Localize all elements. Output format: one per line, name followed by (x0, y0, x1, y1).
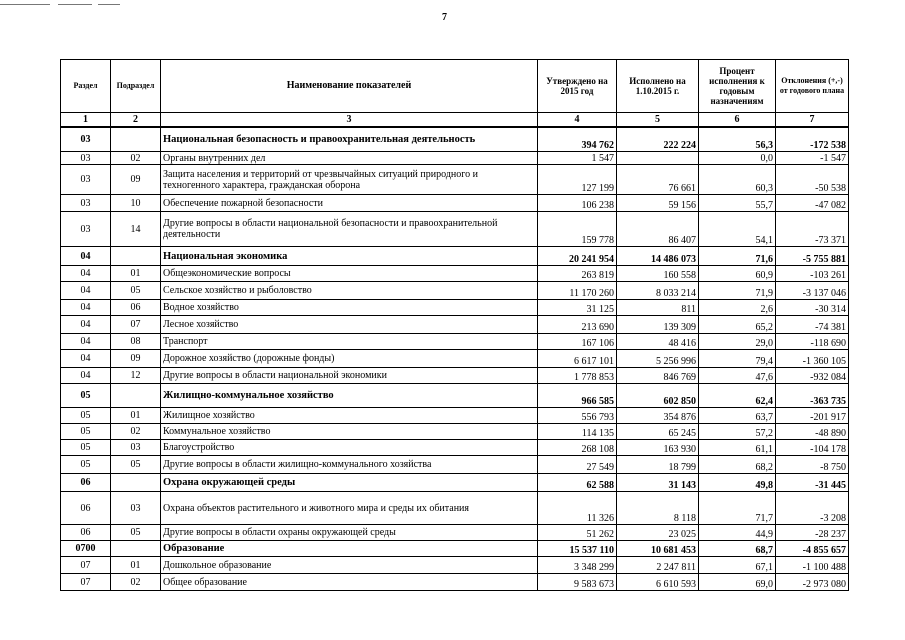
name-cell: Образование (161, 541, 538, 557)
table-row (61, 492, 849, 525)
deviation-cell: -103 261 (776, 266, 849, 282)
table-row (61, 456, 849, 474)
table-body (61, 127, 849, 591)
razdel-cell: 03 (61, 195, 111, 212)
name-cell: Благоустройство (161, 440, 538, 456)
razdel-cell: 06 (61, 492, 111, 525)
percent-cell: 2,6 (699, 300, 776, 316)
deviation-cell: -4 855 657 (776, 541, 849, 557)
column-number: 3 (161, 113, 538, 128)
approved-cell: 20 241 954 (538, 247, 617, 266)
deviation-cell: -104 178 (776, 440, 849, 456)
podrazdel-cell: 05 (111, 456, 161, 474)
razdel-cell: 05 (61, 440, 111, 456)
deviation-cell: -932 084 (776, 368, 849, 384)
razdel-cell: 05 (61, 384, 111, 408)
executed-cell: 10 681 453 (617, 541, 699, 557)
razdel-cell: 07 (61, 574, 111, 591)
podrazdel-cell (111, 127, 161, 152)
approved-cell: 6 617 101 (538, 350, 617, 368)
podrazdel-cell: 02 (111, 574, 161, 591)
table-row (61, 212, 849, 247)
name-cell: Водное хозяйство (161, 300, 538, 316)
deviation-cell: -47 082 (776, 195, 849, 212)
deviation-cell: -31 445 (776, 474, 849, 492)
approved-cell: 27 549 (538, 456, 617, 474)
header-podrazdel: Подраздел (111, 60, 161, 113)
approved-cell: 966 585 (538, 384, 617, 408)
podrazdel-cell: 01 (111, 266, 161, 282)
table-row (61, 266, 849, 282)
deviation-cell: -73 371 (776, 212, 849, 247)
podrazdel-cell: 05 (111, 525, 161, 541)
executed-cell: 23 025 (617, 525, 699, 541)
executed-cell: 59 156 (617, 195, 699, 212)
column-number-row (61, 113, 849, 128)
deviation-cell: -8 750 (776, 456, 849, 474)
percent-cell: 60,3 (699, 165, 776, 195)
deviation-cell: -50 538 (776, 165, 849, 195)
deviation-cell: -1 547 (776, 152, 849, 165)
name-cell: Жилищно-коммунальное хозяйство (161, 384, 538, 408)
razdel-cell: 05 (61, 424, 111, 440)
table-row (61, 350, 849, 368)
executed-cell: 8 118 (617, 492, 699, 525)
approved-cell: 167 106 (538, 334, 617, 350)
name-cell: Другие вопросы в области национальной экономики (161, 368, 538, 384)
executed-cell: 31 143 (617, 474, 699, 492)
approved-cell: 1 547 (538, 152, 617, 165)
podrazdel-cell (111, 247, 161, 266)
table-row (61, 316, 849, 334)
razdel-cell: 07 (61, 557, 111, 574)
name-cell: Национальная экономика (161, 247, 538, 266)
approved-cell: 31 125 (538, 300, 617, 316)
column-number: 1 (61, 113, 111, 128)
approved-cell: 1 778 853 (538, 368, 617, 384)
deviation-cell: -172 538 (776, 127, 849, 152)
approved-cell: 268 108 (538, 440, 617, 456)
table-row (61, 525, 849, 541)
table-row (61, 334, 849, 350)
header-percent: Процент исполнения к годовым назначениям (699, 60, 776, 113)
name-cell: Дошкольное образование (161, 557, 538, 574)
executed-cell: 139 309 (617, 316, 699, 334)
podrazdel-cell: 03 (111, 440, 161, 456)
percent-cell: 68,2 (699, 456, 776, 474)
deviation-cell: -48 890 (776, 424, 849, 440)
percent-cell: 55,7 (699, 195, 776, 212)
percent-cell: 68,7 (699, 541, 776, 557)
name-cell: Другие вопросы в области национальной безопасности и правоохранительной деятельности (161, 212, 538, 247)
approved-cell: 556 793 (538, 408, 617, 424)
executed-cell: 5 256 996 (617, 350, 699, 368)
table-row (61, 300, 849, 316)
deviation-cell: -2 973 080 (776, 574, 849, 591)
executed-cell: 2 247 811 (617, 557, 699, 574)
deviation-cell: -118 690 (776, 334, 849, 350)
executed-cell: 163 930 (617, 440, 699, 456)
table-row (61, 424, 849, 440)
deviation-cell: -5 755 881 (776, 247, 849, 266)
approved-cell: 62 588 (538, 474, 617, 492)
razdel-cell: 04 (61, 316, 111, 334)
page-number: 7 (442, 12, 447, 23)
podrazdel-cell: 01 (111, 557, 161, 574)
percent-cell: 0,0 (699, 152, 776, 165)
razdel-cell: 06 (61, 525, 111, 541)
name-cell: Охрана окружающей среды (161, 474, 538, 492)
name-cell: Сельское хозяйство и рыболовство (161, 282, 538, 300)
deviation-cell: -74 381 (776, 316, 849, 334)
deviation-cell: -3 137 046 (776, 282, 849, 300)
header-razdel: Раздел (61, 60, 111, 113)
column-number: 7 (776, 113, 849, 128)
percent-cell: 44,9 (699, 525, 776, 541)
percent-cell: 62,4 (699, 384, 776, 408)
percent-cell: 65,2 (699, 316, 776, 334)
percent-cell: 67,1 (699, 557, 776, 574)
executed-cell: 222 224 (617, 127, 699, 152)
approved-cell: 9 583 673 (538, 574, 617, 591)
name-cell: Национальная безопасность и правоохранительная деятельность (161, 127, 538, 152)
percent-cell: 47,6 (699, 368, 776, 384)
table-row (61, 165, 849, 195)
name-cell: Жилищное хозяйство (161, 408, 538, 424)
razdel-cell: 03 (61, 165, 111, 195)
podrazdel-cell: 02 (111, 424, 161, 440)
razdel-cell: 05 (61, 408, 111, 424)
name-cell: Транспорт (161, 334, 538, 350)
percent-cell: 71,6 (699, 247, 776, 266)
percent-cell: 79,4 (699, 350, 776, 368)
percent-cell: 60,9 (699, 266, 776, 282)
approved-cell: 263 819 (538, 266, 617, 282)
podrazdel-cell: 01 (111, 408, 161, 424)
razdel-cell: 04 (61, 368, 111, 384)
percent-cell: 56,3 (699, 127, 776, 152)
header-row (61, 60, 849, 113)
podrazdel-cell: 09 (111, 165, 161, 195)
name-cell: Общеэкономические вопросы (161, 266, 538, 282)
executed-cell (617, 152, 699, 165)
executed-cell: 76 661 (617, 165, 699, 195)
header-approved: Утверждено на 2015 год (538, 60, 617, 113)
table-row (61, 408, 849, 424)
razdel-cell: 05 (61, 456, 111, 474)
percent-cell: 54,1 (699, 212, 776, 247)
percent-cell: 71,9 (699, 282, 776, 300)
column-number: 5 (617, 113, 699, 128)
deviation-cell: -30 314 (776, 300, 849, 316)
percent-cell: 69,0 (699, 574, 776, 591)
table-row (61, 474, 849, 492)
percent-cell: 71,7 (699, 492, 776, 525)
razdel-cell: 03 (61, 152, 111, 165)
table-row (61, 368, 849, 384)
razdel-cell: 04 (61, 300, 111, 316)
podrazdel-cell (111, 384, 161, 408)
budget-execution-table (60, 59, 849, 591)
percent-cell: 61,1 (699, 440, 776, 456)
executed-cell: 354 876 (617, 408, 699, 424)
razdel-cell: 06 (61, 474, 111, 492)
executed-cell: 65 245 (617, 424, 699, 440)
approved-cell: 394 762 (538, 127, 617, 152)
table-row (61, 384, 849, 408)
podrazdel-cell: 03 (111, 492, 161, 525)
executed-cell: 48 416 (617, 334, 699, 350)
razdel-cell: 03 (61, 127, 111, 152)
podrazdel-cell: 08 (111, 334, 161, 350)
executed-cell: 602 850 (617, 384, 699, 408)
header-name: Наименование показателей (161, 60, 538, 113)
approved-cell: 11 326 (538, 492, 617, 525)
razdel-cell: 03 (61, 212, 111, 247)
approved-cell: 11 170 260 (538, 282, 617, 300)
table-row (61, 282, 849, 300)
podrazdel-cell (111, 474, 161, 492)
name-cell: Дорожное хозяйство (дорожные фонды) (161, 350, 538, 368)
deviation-cell: -28 237 (776, 525, 849, 541)
approved-cell: 114 135 (538, 424, 617, 440)
name-cell: Другие вопросы в области охраны окружающей среды (161, 525, 538, 541)
table-row (61, 195, 849, 212)
executed-cell: 86 407 (617, 212, 699, 247)
razdel-cell: 0700 (61, 541, 111, 557)
top-rule (58, 4, 92, 5)
deviation-cell: -201 917 (776, 408, 849, 424)
executed-cell: 14 486 073 (617, 247, 699, 266)
razdel-cell: 04 (61, 247, 111, 266)
percent-cell: 63,7 (699, 408, 776, 424)
header-executed: Исполнено на 1.10.2015 г. (617, 60, 699, 113)
razdel-cell: 04 (61, 334, 111, 350)
approved-cell: 213 690 (538, 316, 617, 334)
deviation-cell: -363 735 (776, 384, 849, 408)
deviation-cell: -1 360 105 (776, 350, 849, 368)
table-row (61, 247, 849, 266)
razdel-cell: 04 (61, 266, 111, 282)
executed-cell: 811 (617, 300, 699, 316)
table-row (61, 574, 849, 591)
razdel-cell: 04 (61, 282, 111, 300)
approved-cell: 3 348 299 (538, 557, 617, 574)
deviation-cell: -3 208 (776, 492, 849, 525)
table-row (61, 440, 849, 456)
podrazdel-cell: 12 (111, 368, 161, 384)
name-cell: Лесное хозяйство (161, 316, 538, 334)
name-cell: Общее образование (161, 574, 538, 591)
podrazdel-cell: 02 (111, 152, 161, 165)
razdel-cell: 04 (61, 350, 111, 368)
approved-cell: 15 537 110 (538, 541, 617, 557)
percent-cell: 29,0 (699, 334, 776, 350)
name-cell: Коммунальное хозяйство (161, 424, 538, 440)
executed-cell: 846 769 (617, 368, 699, 384)
podrazdel-cell: 07 (111, 316, 161, 334)
approved-cell: 51 262 (538, 525, 617, 541)
table-row (61, 557, 849, 574)
table-row (61, 541, 849, 557)
table-row (61, 127, 849, 152)
name-cell: Охрана объектов растительного и животного мира и среды их обитания (161, 492, 538, 525)
approved-cell: 159 778 (538, 212, 617, 247)
percent-cell: 49,8 (699, 474, 776, 492)
column-number: 2 (111, 113, 161, 128)
podrazdel-cell (111, 541, 161, 557)
deviation-cell: -1 100 488 (776, 557, 849, 574)
top-rule (0, 4, 50, 5)
podrazdel-cell: 10 (111, 195, 161, 212)
approved-cell: 106 238 (538, 195, 617, 212)
podrazdel-cell: 05 (111, 282, 161, 300)
executed-cell: 6 610 593 (617, 574, 699, 591)
name-cell: Другие вопросы в области жилищно-коммунального хозяйства (161, 456, 538, 474)
executed-cell: 18 799 (617, 456, 699, 474)
executed-cell: 8 033 214 (617, 282, 699, 300)
header-deviation: Отклонения (+,-) от годового плана (776, 60, 849, 113)
column-number: 4 (538, 113, 617, 128)
top-rule (98, 4, 120, 5)
name-cell: Органы внутренних дел (161, 152, 538, 165)
percent-cell: 57,2 (699, 424, 776, 440)
executed-cell: 160 558 (617, 266, 699, 282)
podrazdel-cell: 09 (111, 350, 161, 368)
approved-cell: 127 199 (538, 165, 617, 195)
podrazdel-cell: 06 (111, 300, 161, 316)
column-number: 6 (699, 113, 776, 128)
table-row (61, 152, 849, 165)
name-cell: Защита населения и территорий от чрезвычайных ситуаций природного и техногенного характера, гражданская оборона (161, 165, 538, 195)
name-cell: Обеспечение пожарной безопасности (161, 195, 538, 212)
podrazdel-cell: 14 (111, 212, 161, 247)
